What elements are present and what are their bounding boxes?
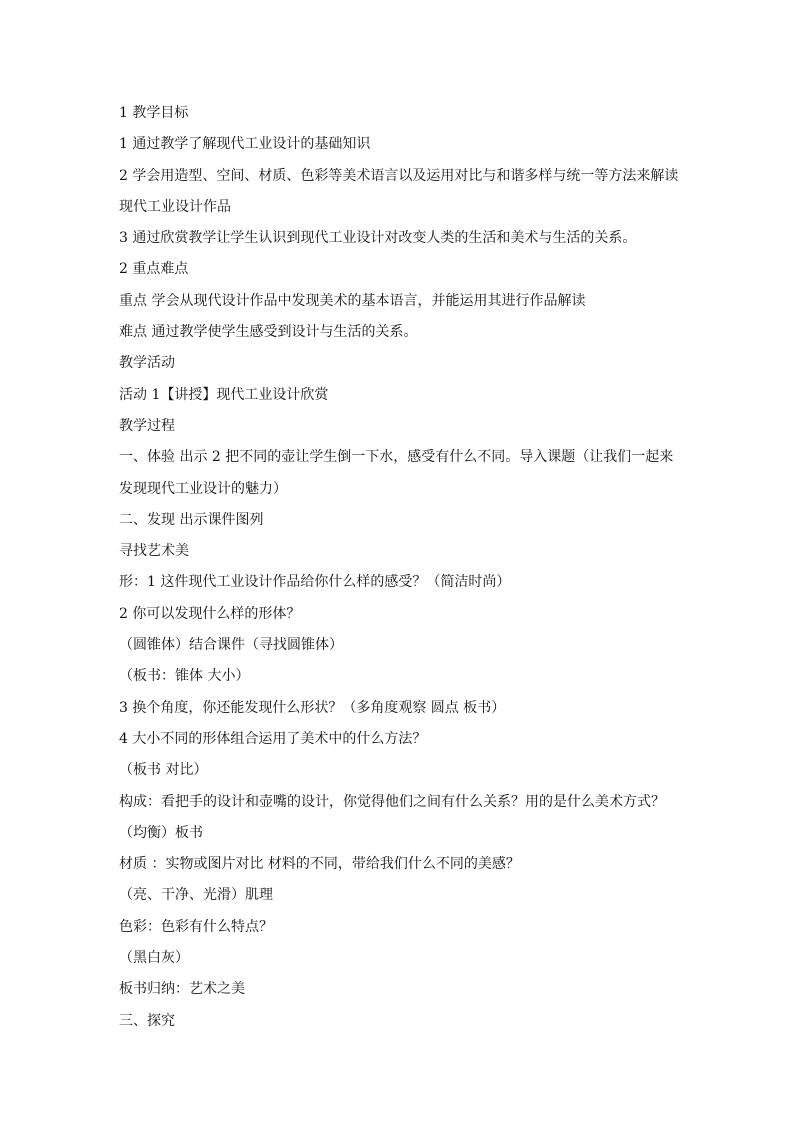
form-question-4: 4 大小不同的形体组合运用了美术中的什么方法？ [119, 730, 427, 747]
color-answer: （黑白灰） [119, 950, 189, 967]
objective-item-2-continued: 现代工业设计作品 [119, 198, 231, 215]
material-answer: （亮、干净、光滑）肌理 [119, 887, 273, 904]
activity-1: 活动 1【讲授】现代工业设计欣赏 [119, 386, 329, 403]
composition-question: 构成：看把手的设计和壶嘴的设计，你觉得他们之间有什么关系？用的是什么美术方式？ [119, 793, 665, 810]
process-step-3: 三、探究 [119, 1012, 175, 1029]
objective-item-2: 2 学会用造型、空间、材质、色彩等美术语言以及运用对比与和谐多样与统一等方法来解读 [119, 167, 679, 184]
section-heading-objectives: 1 教学目标 [119, 105, 189, 121]
process-step-2: 二、发现 出示课件图列 [119, 511, 264, 528]
color-question: 色彩：色彩有什么特点？ [119, 918, 273, 935]
objective-item-3: 3 通过欣赏教学让学生认识到现代工业设计对改变人类的生活和美术与生活的关系。 [119, 230, 637, 247]
form-answer-2: （圆锥体）结合课件（寻找圆锥体） [119, 637, 343, 654]
material-question: 材质 ：实物或图片对比 材料的不同，带给我们什么不同的美感？ [119, 856, 520, 873]
section-heading-key-points: 2 重点难点 [119, 261, 189, 278]
form-question-3: 3 换个角度，你还能发现什么形状？（多角度观察 圆点 板书） [119, 699, 506, 716]
difficulty-text: 难点 通过教学使学生感受到设计与生活的关系。 [119, 324, 418, 341]
blackboard-note-1: （板书：锥体 大小） [119, 668, 250, 685]
document-body [119, 101, 699, 1040]
form-question-2: 2 你可以发现什么样的形体？ [119, 605, 301, 622]
form-question-1: 形：1 这件现代工业设计作品给你什么样的感受？（简洁时尚） [119, 574, 511, 591]
blackboard-note-2: （板书 对比） [119, 762, 208, 779]
process-step-1: 一、体验 出示 2 把不同的壶让学生倒一下水，感受有什么不同。导入课题（让我们一起来 [119, 449, 674, 466]
key-point-text: 重点 学会从现代设计作品中发现美术的基本语言，并能运用其进行作品解读 [119, 292, 586, 309]
blackboard-summary: 板书归纳：艺术之美 [119, 981, 245, 998]
objective-item-1: 1 通过教学了解现代工业设计的基础知识 [119, 136, 371, 153]
subheading-find-beauty: 寻找艺术美 [119, 543, 189, 560]
section-heading-process: 教学过程 [119, 417, 175, 434]
section-heading-activities: 教学活动 [119, 355, 175, 372]
process-step-1-continued: 发现现代工业设计的魅力） [119, 480, 287, 497]
composition-answer: （均衡）板书 [119, 824, 203, 841]
